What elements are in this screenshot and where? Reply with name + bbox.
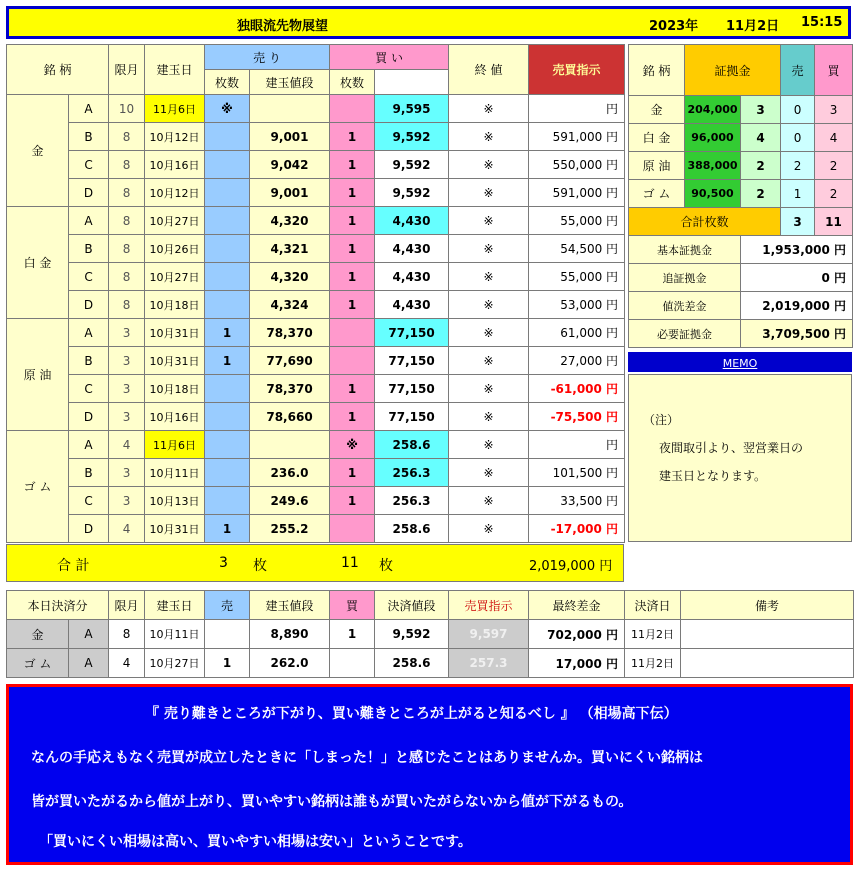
position-id: A <box>69 95 109 123</box>
sell-qty <box>205 179 250 207</box>
sell-qty: ※ <box>205 95 250 123</box>
settled-header-cell: 本日決済分 <box>7 591 109 620</box>
trade-instruction: ※ <box>449 95 529 123</box>
position-row <box>7 207 625 235</box>
open-date: 10月12日 <box>145 123 205 151</box>
open-price: 9,042 <box>250 151 330 179</box>
mark-to-market-diff: -75,500 円 <box>529 403 625 431</box>
open-date: 11月6日 <box>145 95 205 123</box>
position-row <box>7 263 625 291</box>
close-price: 4,430 <box>375 235 449 263</box>
header-bar <box>6 6 851 39</box>
margin-commodity: 白 金 <box>629 124 685 152</box>
settled-instruction: 257.3 <box>449 649 529 678</box>
mark-to-market-diff: -17,000 円 <box>529 515 625 543</box>
trade-instruction: ※ <box>449 151 529 179</box>
total-diff: 2,019,000 円 <box>529 559 613 574</box>
sell-qty: 1 <box>205 347 250 375</box>
mark-to-market-diff: 27,000 円 <box>529 347 625 375</box>
open-date: 10月31日 <box>145 319 205 347</box>
sell-qty: 1 <box>205 319 250 347</box>
margin-count: 2 <box>741 152 781 180</box>
sell-qty <box>205 263 250 291</box>
open-date: 10月16日 <box>145 151 205 179</box>
open-price: 4,324 <box>250 291 330 319</box>
close-price: 9,595 <box>375 95 449 123</box>
mark-to-market-diff: 550,000 円 <box>529 151 625 179</box>
margin-sell: 0 <box>781 124 815 152</box>
settled-row <box>7 620 854 649</box>
contract-month: 3 <box>109 319 145 347</box>
sell-qty: 1 <box>205 515 250 543</box>
margin-summary-value: 1,953,000 円 <box>741 236 853 264</box>
position-row <box>7 235 625 263</box>
buy-qty: 1 <box>330 487 375 515</box>
margin-sell: 0 <box>781 96 815 124</box>
memo-note-mark: （注） <box>643 413 680 427</box>
buy-qty: 1 <box>330 263 375 291</box>
margin-summary-value: 0 円 <box>741 264 853 292</box>
open-price <box>250 95 330 123</box>
settled-header-cell: 売買指示 <box>449 591 529 620</box>
margin-commodity: ゴ ム <box>629 180 685 208</box>
settled-id: A <box>69 620 109 649</box>
position-id: C <box>69 151 109 179</box>
settled-price: 258.6 <box>375 649 449 678</box>
mark-to-market-diff: 55,000 円 <box>529 263 625 291</box>
margin-header-uri: 売 <box>781 45 815 96</box>
trade-instruction: ※ <box>449 487 529 515</box>
memo-line-1: 夜間取引より、翌営業日の <box>659 441 804 455</box>
col-header-gengetsu: 限月 <box>109 45 145 95</box>
position-id: C <box>69 263 109 291</box>
proverb-line-1: なんの手応えもなく売買が成立したときに「しまった！」と感じたことはありませんか。買いにくい銘柄は <box>31 750 703 766</box>
settled-note <box>681 620 854 649</box>
commodity-name: 原 油 <box>7 319 69 431</box>
open-date: 11月6日 <box>145 431 205 459</box>
settled-final-diff: 702,000 円 <box>529 620 625 649</box>
position-row <box>7 431 625 459</box>
contract-month: 8 <box>109 179 145 207</box>
contract-month: 4 <box>109 431 145 459</box>
margin-row <box>629 180 853 208</box>
buy-qty: 1 <box>330 151 375 179</box>
contract-month: 3 <box>109 375 145 403</box>
trade-instruction: ※ <box>449 235 529 263</box>
col-header-kai: 買 い <box>330 45 449 70</box>
margin-amount: 388,000 <box>685 152 741 180</box>
open-date: 10月12日 <box>145 179 205 207</box>
open-date: 10月11日 <box>145 459 205 487</box>
trade-instruction: ※ <box>449 319 529 347</box>
settled-commodity: ゴ ム <box>7 649 69 678</box>
mark-to-market-diff: 54,500 円 <box>529 235 625 263</box>
settled-header-cell: 買 <box>330 591 375 620</box>
margin-amount: 204,000 <box>685 96 741 124</box>
contract-month: 4 <box>109 515 145 543</box>
buy-qty <box>330 95 375 123</box>
position-id: B <box>69 123 109 151</box>
margin-summary-label: 値洗差金 <box>629 292 741 320</box>
margin-buy: 3 <box>815 96 853 124</box>
settled-sell <box>205 620 250 649</box>
memo-line-2: 建玉日となります。 <box>659 469 767 483</box>
position-id: B <box>69 347 109 375</box>
contract-month: 10 <box>109 95 145 123</box>
trade-instruction: ※ <box>449 347 529 375</box>
contract-month: 3 <box>109 487 145 515</box>
settled-final-diff: 17,000 円 <box>529 649 625 678</box>
mark-to-market-diff: -61,000 円 <box>529 375 625 403</box>
settled-commodity: 金 <box>7 620 69 649</box>
total-buy-unit: 枚 <box>379 558 393 574</box>
margin-row <box>629 96 853 124</box>
col-header-buy-maisu: 枚数 <box>330 70 375 95</box>
trade-instruction: ※ <box>449 375 529 403</box>
margin-total-label: 合計枚数 <box>629 208 781 236</box>
open-date: 10月13日 <box>145 487 205 515</box>
open-price: 78,370 <box>250 375 330 403</box>
close-price: 9,592 <box>375 179 449 207</box>
position-id: B <box>69 235 109 263</box>
position-row <box>7 375 625 403</box>
settled-date: 11月2日 <box>625 620 681 649</box>
contract-month: 8 <box>109 291 145 319</box>
position-row <box>7 515 625 543</box>
close-price: 256.3 <box>375 487 449 515</box>
margin-amount: 96,000 <box>685 124 741 152</box>
close-price: 4,430 <box>375 263 449 291</box>
margin-buy: 2 <box>815 180 853 208</box>
contract-month: 3 <box>109 403 145 431</box>
settled-month: 8 <box>109 620 145 649</box>
buy-qty <box>330 319 375 347</box>
position-row <box>7 459 625 487</box>
memo-box <box>628 374 852 542</box>
open-date: 10月16日 <box>145 403 205 431</box>
position-id: D <box>69 291 109 319</box>
col-header-tategyoku-nedan: 建玉値段 <box>250 70 330 95</box>
contract-month: 8 <box>109 151 145 179</box>
close-price: 9,592 <box>375 123 449 151</box>
close-price: 77,150 <box>375 375 449 403</box>
settled-open-price: 8,890 <box>250 620 330 649</box>
margin-commodity: 金 <box>629 96 685 124</box>
settled-date: 11月2日 <box>625 649 681 678</box>
positions-table <box>6 44 625 543</box>
commodity-name: 白 金 <box>7 207 69 319</box>
mark-to-market-diff: 591,000 円 <box>529 123 625 151</box>
margin-amount: 90,500 <box>685 180 741 208</box>
settled-id: A <box>69 649 109 678</box>
settled-header-cell: 最終差金 <box>529 591 625 620</box>
settled-header-cell: 建玉値段 <box>250 591 330 620</box>
total-sell-qty: 3 <box>219 555 228 571</box>
proverb-title: 『 売り難きところが下がり、買い難きところが上がると知るべし 』 （相場高下伝） <box>145 706 678 722</box>
trade-instruction: ※ <box>449 263 529 291</box>
open-date: 10月31日 <box>145 347 205 375</box>
margin-total-buy: 11 <box>815 208 853 236</box>
settled-instruction: 9,597 <box>449 620 529 649</box>
position-id: A <box>69 319 109 347</box>
contract-month: 8 <box>109 263 145 291</box>
margin-count: 2 <box>741 180 781 208</box>
trade-instruction: ※ <box>449 431 529 459</box>
open-date: 10月18日 <box>145 291 205 319</box>
margin-summary-label: 基本証拠金 <box>629 236 741 264</box>
total-buy-qty: 11 <box>341 555 359 571</box>
open-price <box>250 431 330 459</box>
margin-commodity: 原 油 <box>629 152 685 180</box>
contract-month: 3 <box>109 459 145 487</box>
position-id: D <box>69 403 109 431</box>
sell-qty <box>205 403 250 431</box>
sell-qty <box>205 459 250 487</box>
buy-qty: 1 <box>330 403 375 431</box>
buy-qty: 1 <box>330 179 375 207</box>
close-price: 77,150 <box>375 319 449 347</box>
trade-instruction: ※ <box>449 459 529 487</box>
margin-buy: 2 <box>815 152 853 180</box>
margin-summary-row <box>629 292 853 320</box>
proverb-line-3: 「買いにくい相場は高い、買いやすい相場は安い」ということです。 <box>39 834 472 850</box>
position-id: A <box>69 207 109 235</box>
open-price: 4,321 <box>250 235 330 263</box>
header-time: 15:15 <box>801 15 843 30</box>
position-row <box>7 403 625 431</box>
memo-link[interactable] <box>628 352 852 372</box>
mark-to-market-diff: 円 <box>529 95 625 123</box>
close-price: 9,592 <box>375 151 449 179</box>
buy-qty: ※ <box>330 431 375 459</box>
header-date: 11月2日 <box>726 19 780 34</box>
commodity-name: ゴ ム <box>7 431 69 543</box>
col-header-baibai-shiji: 売買指示 <box>529 45 625 95</box>
position-id: D <box>69 179 109 207</box>
open-date: 10月26日 <box>145 235 205 263</box>
col-header-tategyokubi: 建玉日 <box>145 45 205 95</box>
close-price: 256.3 <box>375 459 449 487</box>
position-id: D <box>69 515 109 543</box>
sell-qty <box>205 431 250 459</box>
margin-row <box>629 124 853 152</box>
position-row <box>7 487 625 515</box>
trade-instruction: ※ <box>449 291 529 319</box>
position-id: B <box>69 459 109 487</box>
contract-month: 8 <box>109 235 145 263</box>
mark-to-market-diff: 33,500 円 <box>529 487 625 515</box>
mark-to-market-diff: 101,500 円 <box>529 459 625 487</box>
position-row <box>7 151 625 179</box>
close-price: 258.6 <box>375 515 449 543</box>
mark-to-market-diff: 55,000 円 <box>529 207 625 235</box>
sell-qty <box>205 291 250 319</box>
margin-header-meigara: 銘 柄 <box>629 45 685 96</box>
open-date: 10月27日 <box>145 207 205 235</box>
sell-qty <box>205 487 250 515</box>
margin-sell: 1 <box>781 180 815 208</box>
settled-open-price: 262.0 <box>250 649 330 678</box>
close-price: 77,150 <box>375 403 449 431</box>
settled-header-cell: 決済値段 <box>375 591 449 620</box>
close-price: 4,430 <box>375 207 449 235</box>
margin-row <box>629 152 853 180</box>
buy-qty: 1 <box>330 375 375 403</box>
buy-qty <box>330 515 375 543</box>
position-id: A <box>69 431 109 459</box>
open-date: 10月27日 <box>145 263 205 291</box>
buy-qty: 1 <box>330 123 375 151</box>
total-row <box>6 544 624 582</box>
sell-qty <box>205 375 250 403</box>
trade-instruction: ※ <box>449 515 529 543</box>
sell-qty <box>205 235 250 263</box>
open-price: 9,001 <box>250 123 330 151</box>
position-row <box>7 291 625 319</box>
mark-to-market-diff: 53,000 円 <box>529 291 625 319</box>
total-label: 合 計 <box>57 558 90 574</box>
close-price: 258.6 <box>375 431 449 459</box>
close-price: 4,430 <box>375 291 449 319</box>
buy-qty <box>330 347 375 375</box>
buy-qty: 1 <box>330 235 375 263</box>
settled-open-date: 10月27日 <box>145 649 205 678</box>
contract-month: 3 <box>109 347 145 375</box>
settled-note <box>681 649 854 678</box>
commodity-name: 金 <box>7 95 69 207</box>
trade-instruction: ※ <box>449 403 529 431</box>
position-id: C <box>69 487 109 515</box>
buy-qty: 1 <box>330 291 375 319</box>
trade-instruction: ※ <box>449 123 529 151</box>
memo-link-label[interactable]: MEMO <box>722 357 758 370</box>
sheet-title: 独眼流先物展望 <box>237 19 329 34</box>
margin-total-sell: 3 <box>781 208 815 236</box>
margin-summary-value: 3,709,500 円 <box>741 320 853 348</box>
position-id: C <box>69 375 109 403</box>
margin-total-row <box>629 208 853 236</box>
margin-sell: 2 <box>781 152 815 180</box>
position-row <box>7 347 625 375</box>
position-row <box>7 95 625 123</box>
contract-month: 8 <box>109 123 145 151</box>
settled-header-cell: 限月 <box>109 591 145 620</box>
position-row <box>7 179 625 207</box>
proverb-line-2: 皆が買いたがるから値が上がり、買いやすい銘柄は誰もが買いたがらないから値が下がるもの。 <box>31 794 633 810</box>
settled-table <box>6 590 854 678</box>
col-header-sell-maisu: 枚数 <box>205 70 250 95</box>
settled-header-cell: 備考 <box>681 591 854 620</box>
settled-month: 4 <box>109 649 145 678</box>
margin-buy: 4 <box>815 124 853 152</box>
header-year: 2023年 <box>649 19 699 34</box>
margin-summary-row <box>629 236 853 264</box>
open-price: 9,001 <box>250 179 330 207</box>
col-header-owarine: 終 値 <box>449 45 529 95</box>
margin-count: 3 <box>741 96 781 124</box>
proverb-box <box>6 684 853 865</box>
sell-qty <box>205 207 250 235</box>
mark-to-market-diff: 61,000 円 <box>529 319 625 347</box>
margin-summary-value: 2,019,000 円 <box>741 292 853 320</box>
margin-panel <box>628 44 853 348</box>
settled-sell: 1 <box>205 649 250 678</box>
sell-qty <box>205 151 250 179</box>
margin-header-kai: 買 <box>815 45 853 96</box>
open-price: 4,320 <box>250 263 330 291</box>
open-price: 255.2 <box>250 515 330 543</box>
close-price: 77,150 <box>375 347 449 375</box>
margin-summary-label: 必要証拠金 <box>629 320 741 348</box>
col-header-uri: 売 り <box>205 45 330 70</box>
trade-instruction: ※ <box>449 179 529 207</box>
total-sell-unit: 枚 <box>253 558 267 574</box>
mark-to-market-diff: 円 <box>529 431 625 459</box>
settled-open-date: 10月11日 <box>145 620 205 649</box>
open-date: 10月18日 <box>145 375 205 403</box>
mark-to-market-diff: 591,000 円 <box>529 179 625 207</box>
settled-header-cell: 売 <box>205 591 250 620</box>
margin-header-shokokin: 証拠金 <box>685 45 781 96</box>
settled-buy <box>330 649 375 678</box>
settled-price: 9,592 <box>375 620 449 649</box>
settled-row <box>7 649 854 678</box>
margin-summary-row <box>629 264 853 292</box>
trade-instruction: ※ <box>449 207 529 235</box>
open-price: 78,370 <box>250 319 330 347</box>
settled-header-cell: 建玉日 <box>145 591 205 620</box>
sell-qty <box>205 123 250 151</box>
margin-summary-label: 追証拠金 <box>629 264 741 292</box>
buy-qty: 1 <box>330 459 375 487</box>
margin-count: 4 <box>741 124 781 152</box>
open-price: 236.0 <box>250 459 330 487</box>
open-price: 77,690 <box>250 347 330 375</box>
col-header-meigara: 銘 柄 <box>7 45 109 95</box>
open-price: 4,320 <box>250 207 330 235</box>
settled-buy: 1 <box>330 620 375 649</box>
position-row <box>7 319 625 347</box>
contract-month: 8 <box>109 207 145 235</box>
open-price: 249.6 <box>250 487 330 515</box>
buy-qty: 1 <box>330 207 375 235</box>
open-date: 10月31日 <box>145 515 205 543</box>
position-row <box>7 123 625 151</box>
margin-summary-row <box>629 320 853 348</box>
settled-header-cell: 決済日 <box>625 591 681 620</box>
open-price: 78,660 <box>250 403 330 431</box>
